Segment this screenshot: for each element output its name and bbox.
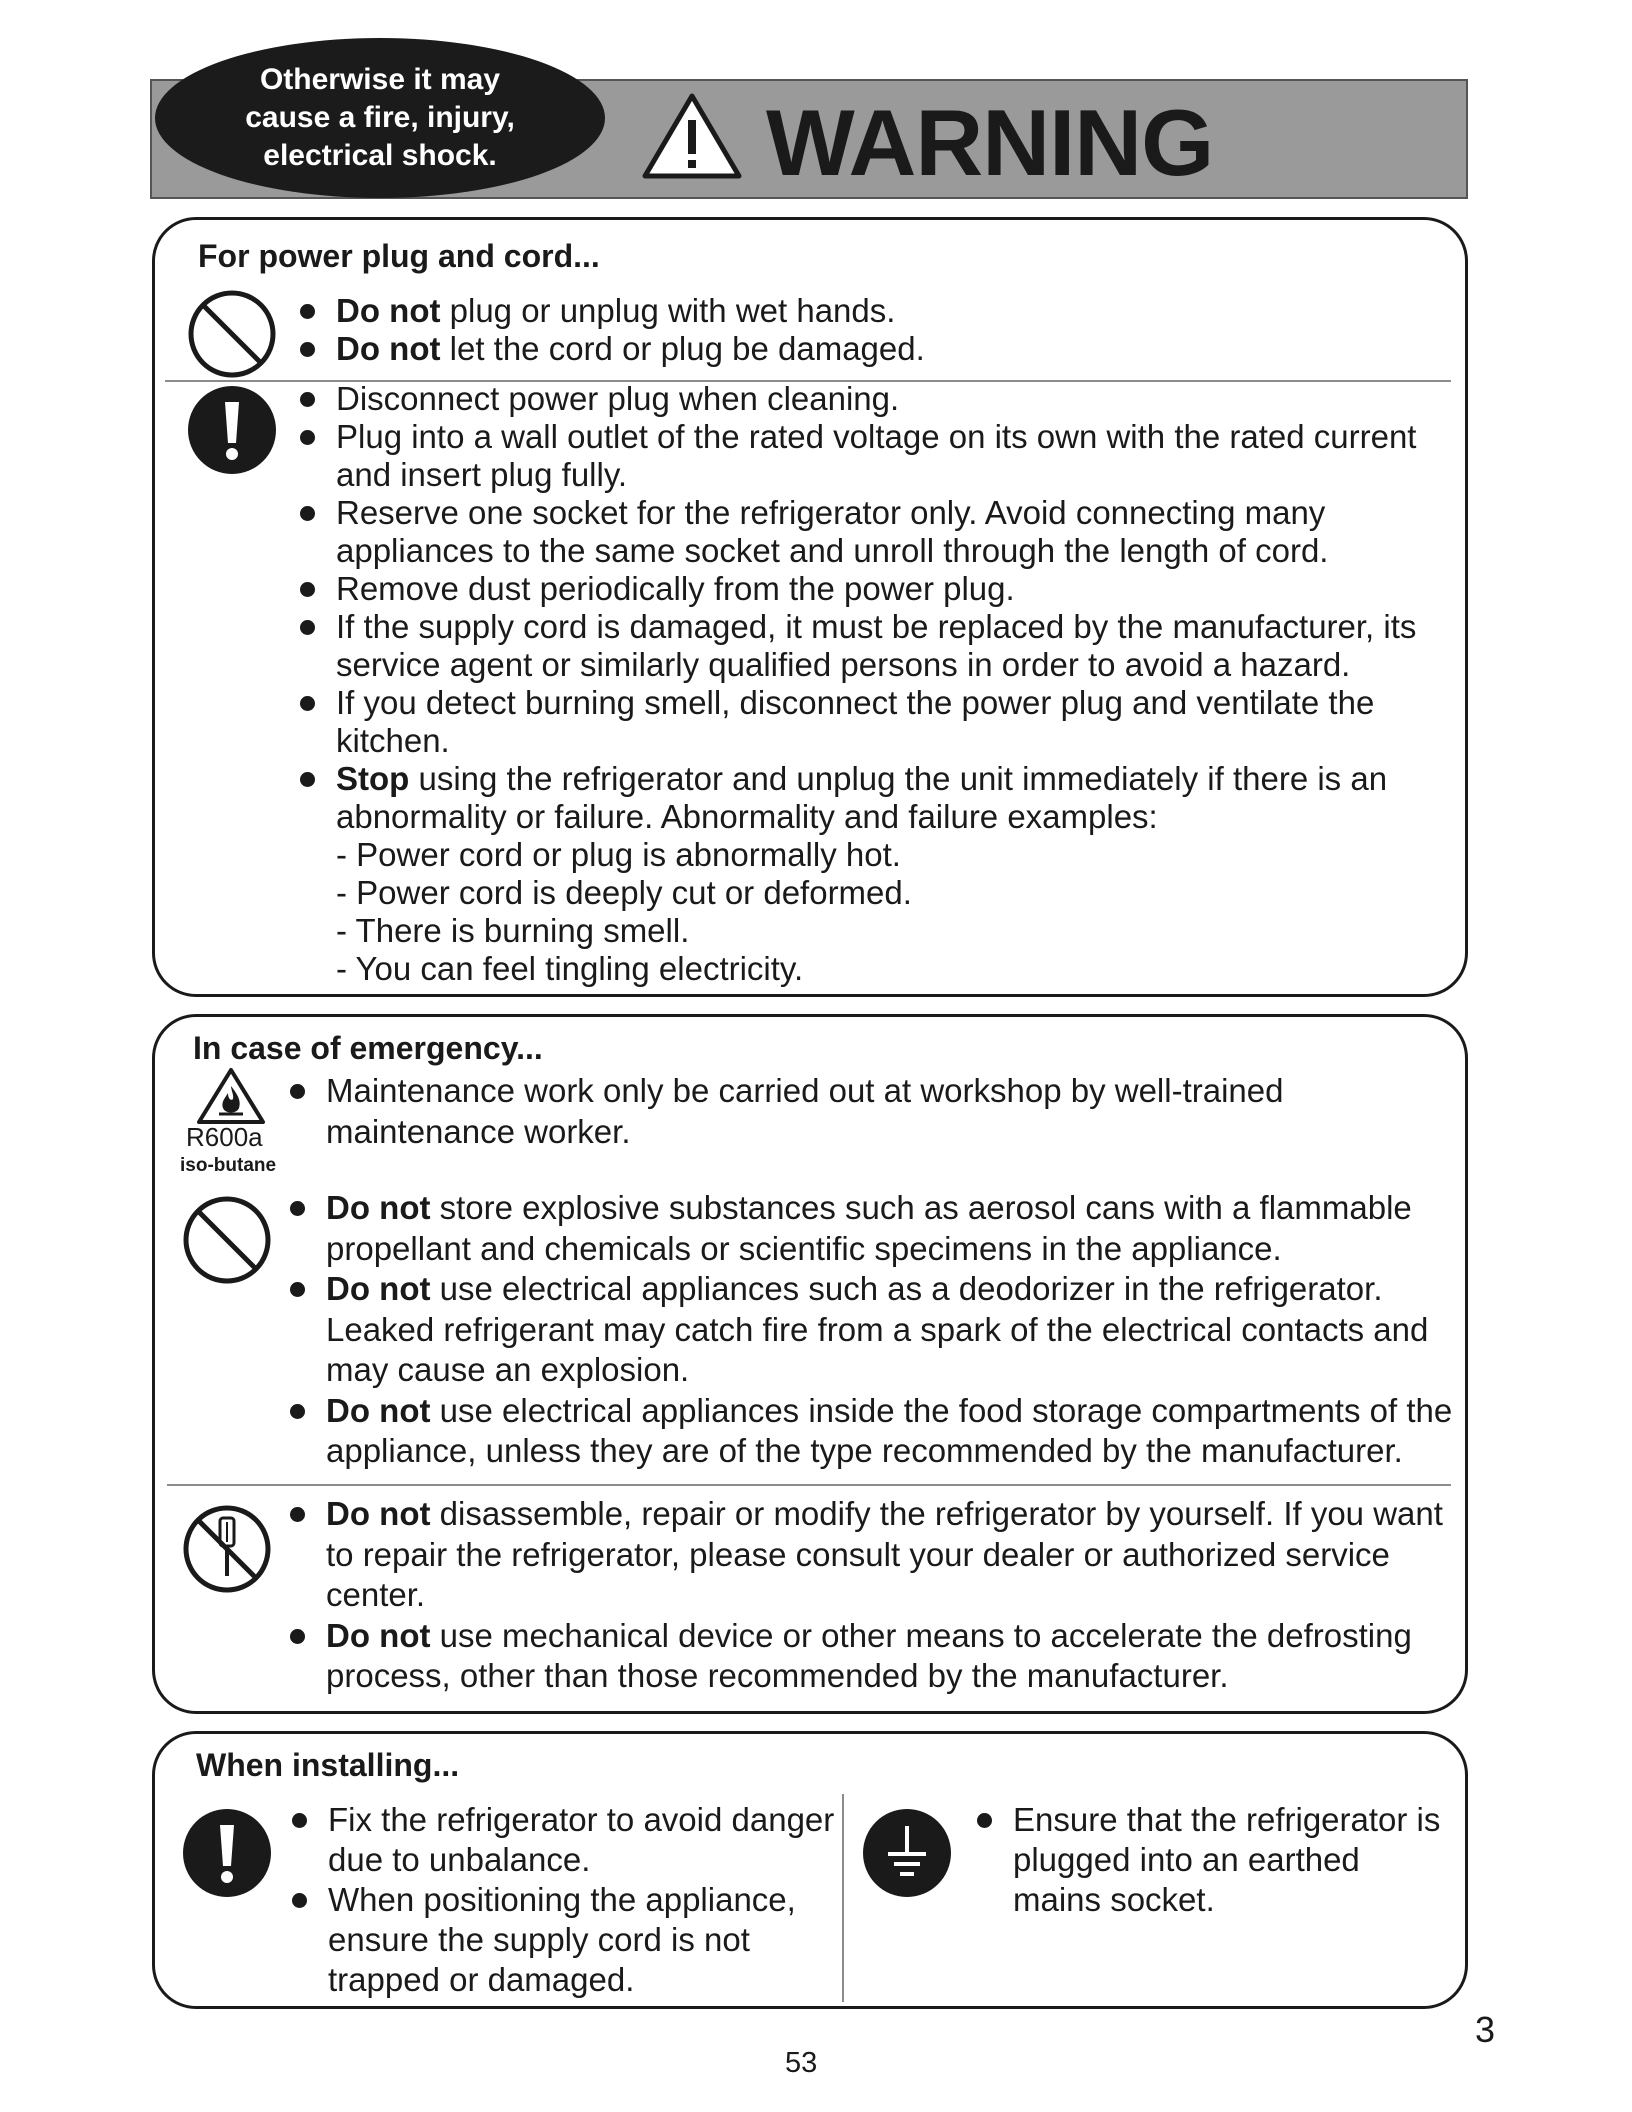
- oval-line: Otherwise it may: [259, 63, 501, 96]
- list-item: If the supply cord is damaged, it must be replaced by the manufacturer, its service agent or similarly qualified persons in order to avoid a hazard.: [298, 608, 1458, 684]
- list-item: Reserve one socket for the refrigerator only. Avoid connecting many appliances to the same socket and unroll through the length of cord.: [298, 494, 1458, 570]
- list-item: Plug into a wall outlet of the rated voltage on its own with the rated current and insert plug fully.: [298, 418, 1458, 494]
- example-line: - There is burning smell.: [336, 912, 690, 949]
- flammable-warning-icon: [195, 1066, 267, 1126]
- list-item: When positioning the appliance, ensure the supply cord is not trapped or damaged.: [290, 1880, 835, 2000]
- emergency-prohibit-list: [288, 1188, 1463, 1472]
- page-number-right: 3: [1475, 2009, 1496, 2050]
- refrigerant-name: iso-butane: [180, 1155, 277, 1176]
- list-item: Do not use mechanical device or other means to accelerate the defrosting process, other than those recommended by the manufacturer.: [288, 1616, 1458, 1697]
- section-title: For power plug and cord...: [198, 238, 600, 274]
- list-item: Disconnect power plug when cleaning.: [298, 380, 1458, 418]
- oval-line: electrical shock.: [263, 139, 497, 172]
- hazard-oval: [155, 38, 605, 198]
- oval-line: cause a fire, injury,: [245, 101, 515, 134]
- list-item: Do not use electrical appliances such as a deodorizer in the refrigerator. Leaked refrigerant may catch fire from a spark of the electrical contacts and may cause an explosion.: [288, 1269, 1463, 1391]
- example-line: - Power cord or plug is abnormally hot.: [336, 836, 901, 873]
- emergency-flammable-list: [288, 1071, 1458, 1152]
- refrigerant-label: R600a: [186, 1122, 263, 1152]
- warning-title: WARNING: [766, 90, 1214, 195]
- list-item: Remove dust periodically from the power plug.: [298, 570, 1458, 608]
- earth-ground-icon: [862, 1808, 952, 1898]
- list-item: Ensure that the refrigerator is plugged into an earthed mains socket.: [975, 1800, 1455, 1920]
- list-item: Fix the refrigerator to avoid danger due to unbalance.: [290, 1800, 835, 1880]
- installing-right-list: [975, 1800, 1455, 1920]
- section-title: When installing...: [196, 1747, 460, 1783]
- power-prohibit-list: [298, 292, 1458, 368]
- no-disassemble-icon: [182, 1504, 272, 1594]
- list-item: Do not use electrical appliances inside the food storage compartments of the appliance, unless they are of the type recommended by the manufacturer.: [288, 1391, 1463, 1472]
- exclamation-circle-icon: [182, 1808, 272, 1898]
- section-divider: [167, 1484, 1451, 1486]
- list-item: Maintenance work only be carried out at workshop by well-trained maintenance worker.: [288, 1071, 1458, 1152]
- power-mandatory-list: [298, 380, 1458, 988]
- list-item: Do not store explosive substances such as aerosol cans with a flammable propellant and chemicals or scientific specimens in the appliance.: [288, 1188, 1463, 1269]
- list-item: Stop using the refrigerator and unplug the unit immediately if there is an abnormality or failure. Abnormality and failure examples: - Power cord or plug is abnormally hot. - Power cord is deeply cut or deformed. - There is burning smell. - You can feel tingling electricity.: [298, 760, 1458, 988]
- example-line: - You can feel tingling electricity.: [336, 950, 804, 987]
- prohibition-circle-icon: [182, 1195, 272, 1285]
- column-divider: [842, 1794, 844, 2002]
- list-item: Do not plug or unplug with wet hands.: [298, 292, 1458, 330]
- prohibition-circle-icon: [187, 289, 277, 379]
- page-number: 53: [785, 2047, 818, 2079]
- installing-left-list: [290, 1800, 835, 2000]
- exclamation-circle-icon: [187, 385, 277, 475]
- list-item: Do not disassemble, repair or modify the refrigerator by yourself. If you want to repair the refrigerator, please consult your dealer or authorized service center.: [288, 1494, 1458, 1616]
- warning-triangle-icon: [640, 90, 744, 182]
- emergency-disassemble-list: [288, 1494, 1458, 1697]
- list-item: If you detect burning smell, disconnect the power plug and ventilate the kitchen.: [298, 684, 1458, 760]
- list-item: Do not let the cord or plug be damaged.: [298, 330, 1458, 368]
- example-line: - Power cord is deeply cut or deformed.: [336, 874, 912, 911]
- section-title: In case of emergency...: [193, 1030, 543, 1066]
